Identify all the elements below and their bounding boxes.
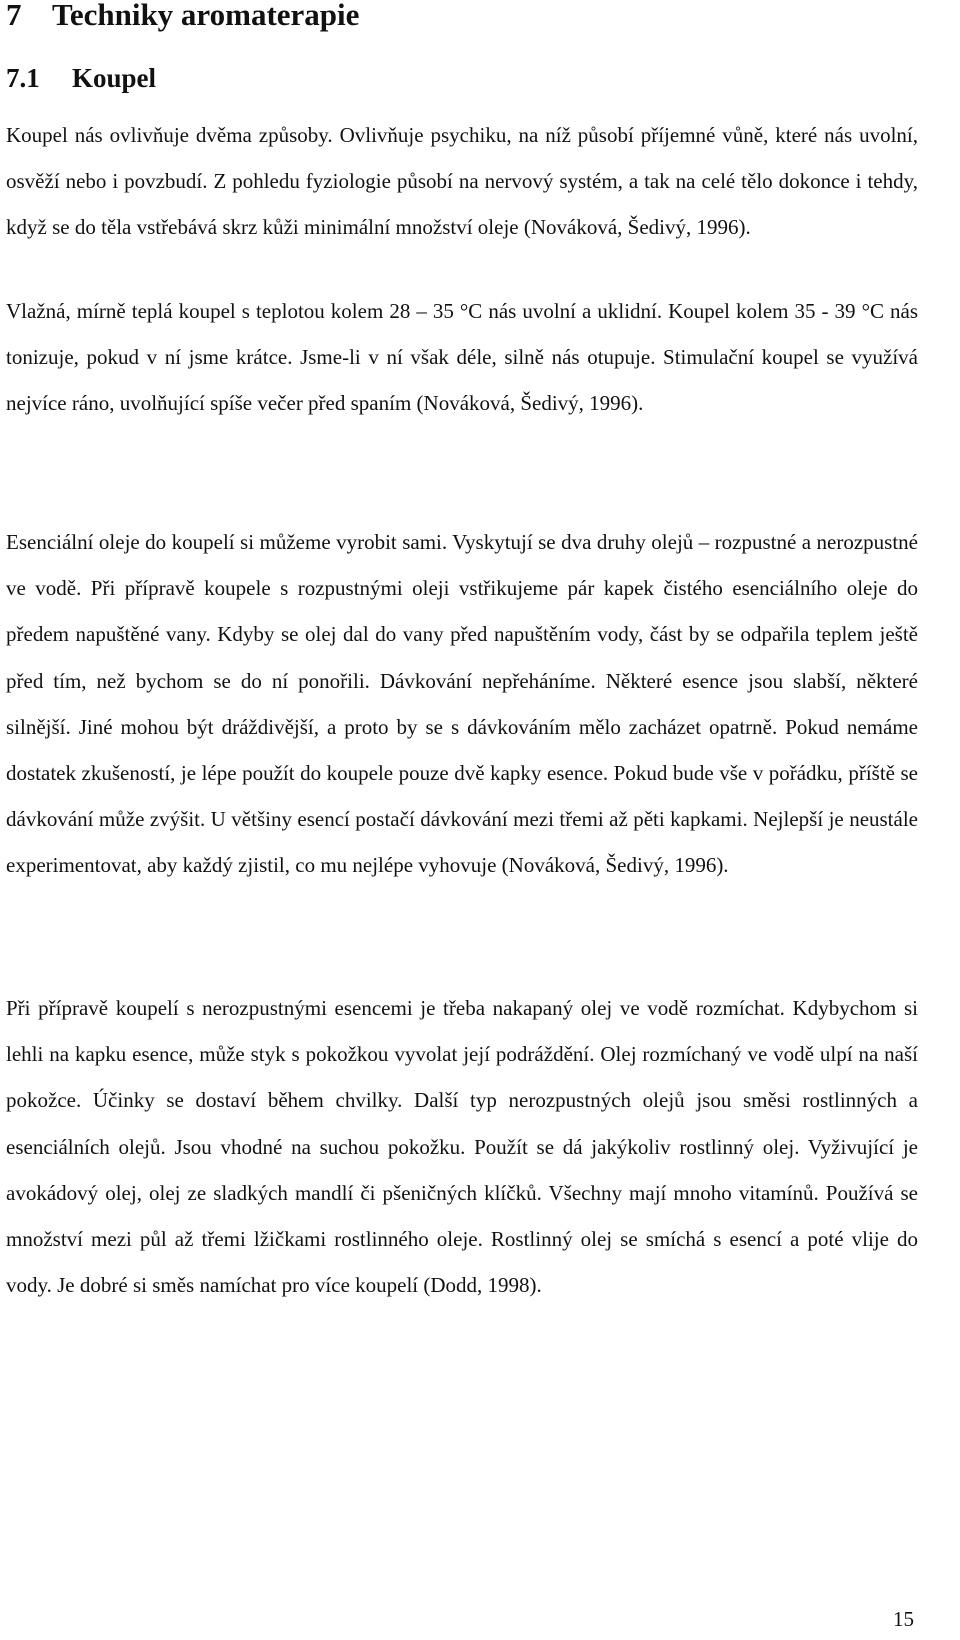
section-number: 7.1 xyxy=(6,63,40,93)
paragraph-insoluble-oils: Při přípravě koupelí s nerozpustnými esencemi je třeba nakapaný olej ve vodě rozmíchat. Kdybychom si lehli na kapku esence, může styk s pokožkou vyvolat její podráždění. Olej rozmíchaný ve vodě ulpí na naší pokožce. Účinky se dostaví během chvilky. Další typ nerozpustných olejů jsou směsi rostlinných a esenciálních olejů. Jsou vhodné na suchou pokožku. Použít se dá jakýkoliv rostlinný olej. Vyživující je avokádový olej, olej ze sladkých mandlí či pšeničných klíčků. Všechny mají mnoho vitamínů. Používá se množství mezi půl až třemi lžičkami rostlinného oleje. Rostlinný olej se smíchá s esencí a poté vlije do vody. Je dobré si směs namíchat pro více koupelí (Dodd, 1998). xyxy=(6,996,918,1298)
section-title: Koupel xyxy=(72,63,157,93)
paragraph-intro: Koupel nás ovlivňuje dvěma způsoby. Ovlivňuje psychiku, na níž působí příjemné vůně, které nás uvolní, osvěží nebo i povzbudí. Z pohledu fyziologie působí na nervový systém, a tak na celé tělo dokonce i tehdy, když se do těla vstřebává skrz kůži minimální množství oleje (Nováková, Šedivý, 1996). xyxy=(6,123,918,240)
paragraph-soluble-oils: Esenciální oleje do koupelí si můžeme vyrobit sami. Vyskytují se dva druhy olejů – rozpustné a nerozpustné ve vodě. Při přípravě koupele s rozpustnými oleji vstřikujeme pár kapek čistého esenciálního oleje do předem napuštěné vany. Kdyby se olej dal do vany před napuštěním vody, část by se odpařila teplem ještě před tím, než bychom se do ní ponořili. Dávkování nepřeháníme. Některé esence jsou slabší, některé silnější. Jiné mohou být dráždivější, a proto by se s dávkováním mělo zacházet opatrně. Pokud nemáme dostatek zkušeností, je lépe použít do koupele pouze dvě kapky esence. Pokud bude vše v pořádku, příště se dávkování může zvýšit. U většiny esencí postačí dávkování mezi třemi až pěti kapkami. Nejlepší je neustále experimentovat, aby každý zjistil, co mu nejlépe vyhovuje (Nováková, Šedivý, 1996). xyxy=(6,530,918,878)
chapter-number: 7 xyxy=(6,0,22,32)
page-number: 15 xyxy=(893,1607,914,1631)
section-heading xyxy=(6,58,156,98)
paragraph-temperature: Vlažná, mírně teplá koupel s teplotou kolem 28 – 35 °C nás uvolní a uklidní. Koupel kolem 35 - 39 °C nás tonizuje, pokud v ní jsme krátce. Jsme-li v ní však déle, silně nás otupuje. Stimulační koupel se využívá nejvíce ráno, uvolňující spíše večer před spaním (Nováková, Šedivý, 1996). xyxy=(6,299,918,416)
chapter-title: Techniky aromaterapie xyxy=(52,0,360,32)
chapter-heading xyxy=(6,0,359,37)
